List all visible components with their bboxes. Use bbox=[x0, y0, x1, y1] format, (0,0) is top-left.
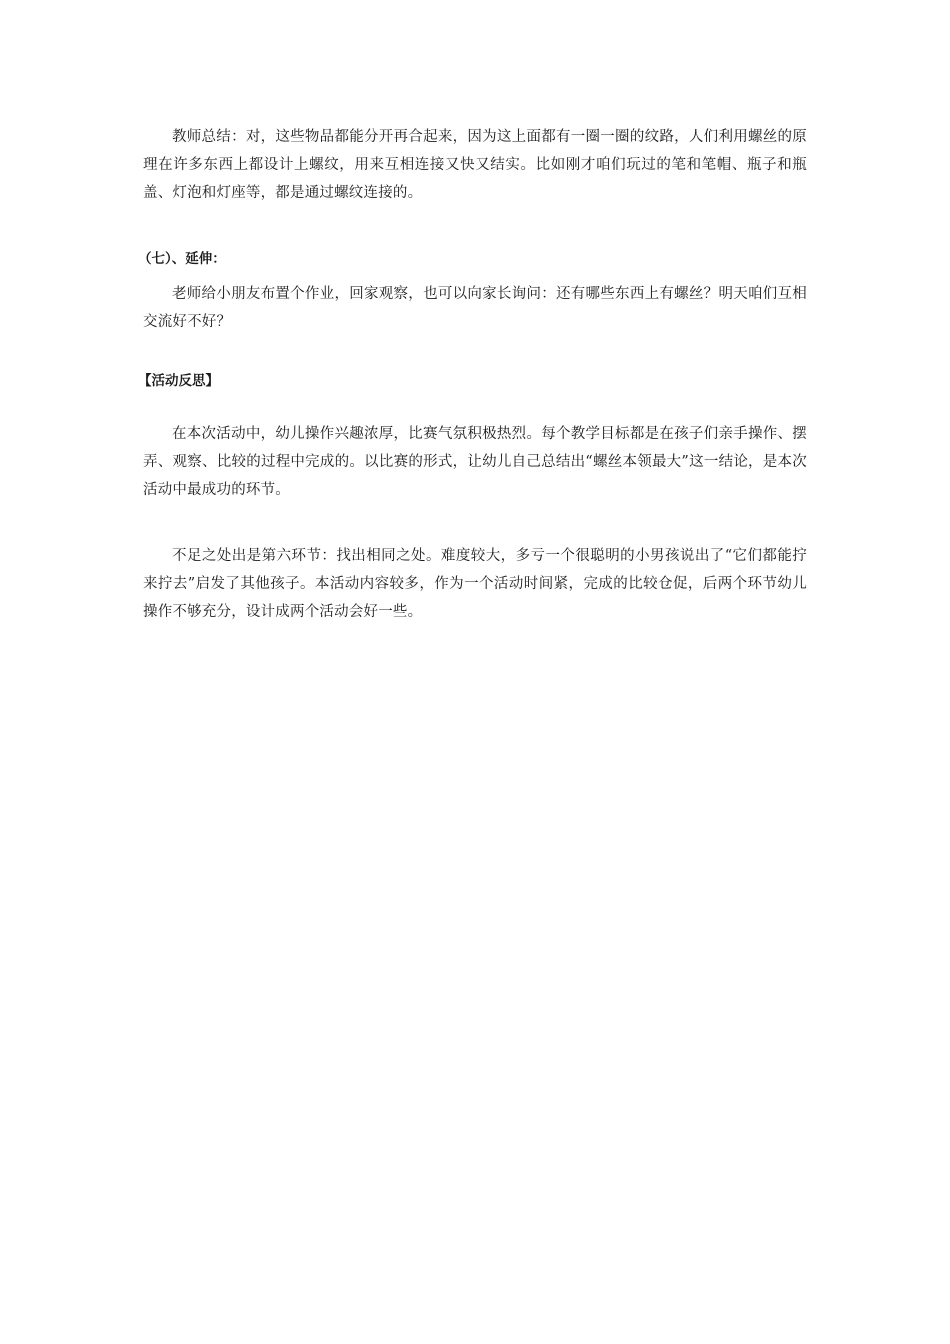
reflection-heading: 【活动反思】 bbox=[138, 373, 219, 389]
reflection-paragraph-2: 不足之处出是第六环节：找出相同之处。难度较大，多亏一个很聪明的小男孩说出了“它们都能拧来拧去”启发了其他孩子。本活动内容较多，作为一个活动时间紧，完成的比较仓促，后两个环节幼儿操作不够充分，设计成两个活动会好一些。 bbox=[143, 548, 807, 620]
reflection-paragraph-1: 在本次活动中，幼儿操作兴趣浓厚，比赛气氛积极热烈。每个教学目标都是在孩子们亲手操作、摆弄、观察、比较的过程中完成的。以比赛的形式，让幼儿自己总结出“螺丝本领最大”这一结论，是本次活动中最成功的环节。 bbox=[143, 426, 807, 498]
extension-heading: （七）、延伸： bbox=[138, 251, 226, 267]
extension-paragraph: 老师给小朋友布置个作业，回家观察，也可以向家长询问：还有哪些东西上有螺丝？明天咱们互相交流好不好？ bbox=[143, 286, 807, 330]
teacher-summary-paragraph: 教师总结：对，这些物品都能分开再合起来，因为这上面都有一圈一圈的纹路，人们利用螺丝的原理在许多东西上都设计上螺纹，用来互相连接又快又结实。比如刚才咱们玩过的笔和笔帽、瓶子和瓶盖、灯泡和灯座等，都是通过螺纹连接的。 bbox=[143, 129, 807, 201]
